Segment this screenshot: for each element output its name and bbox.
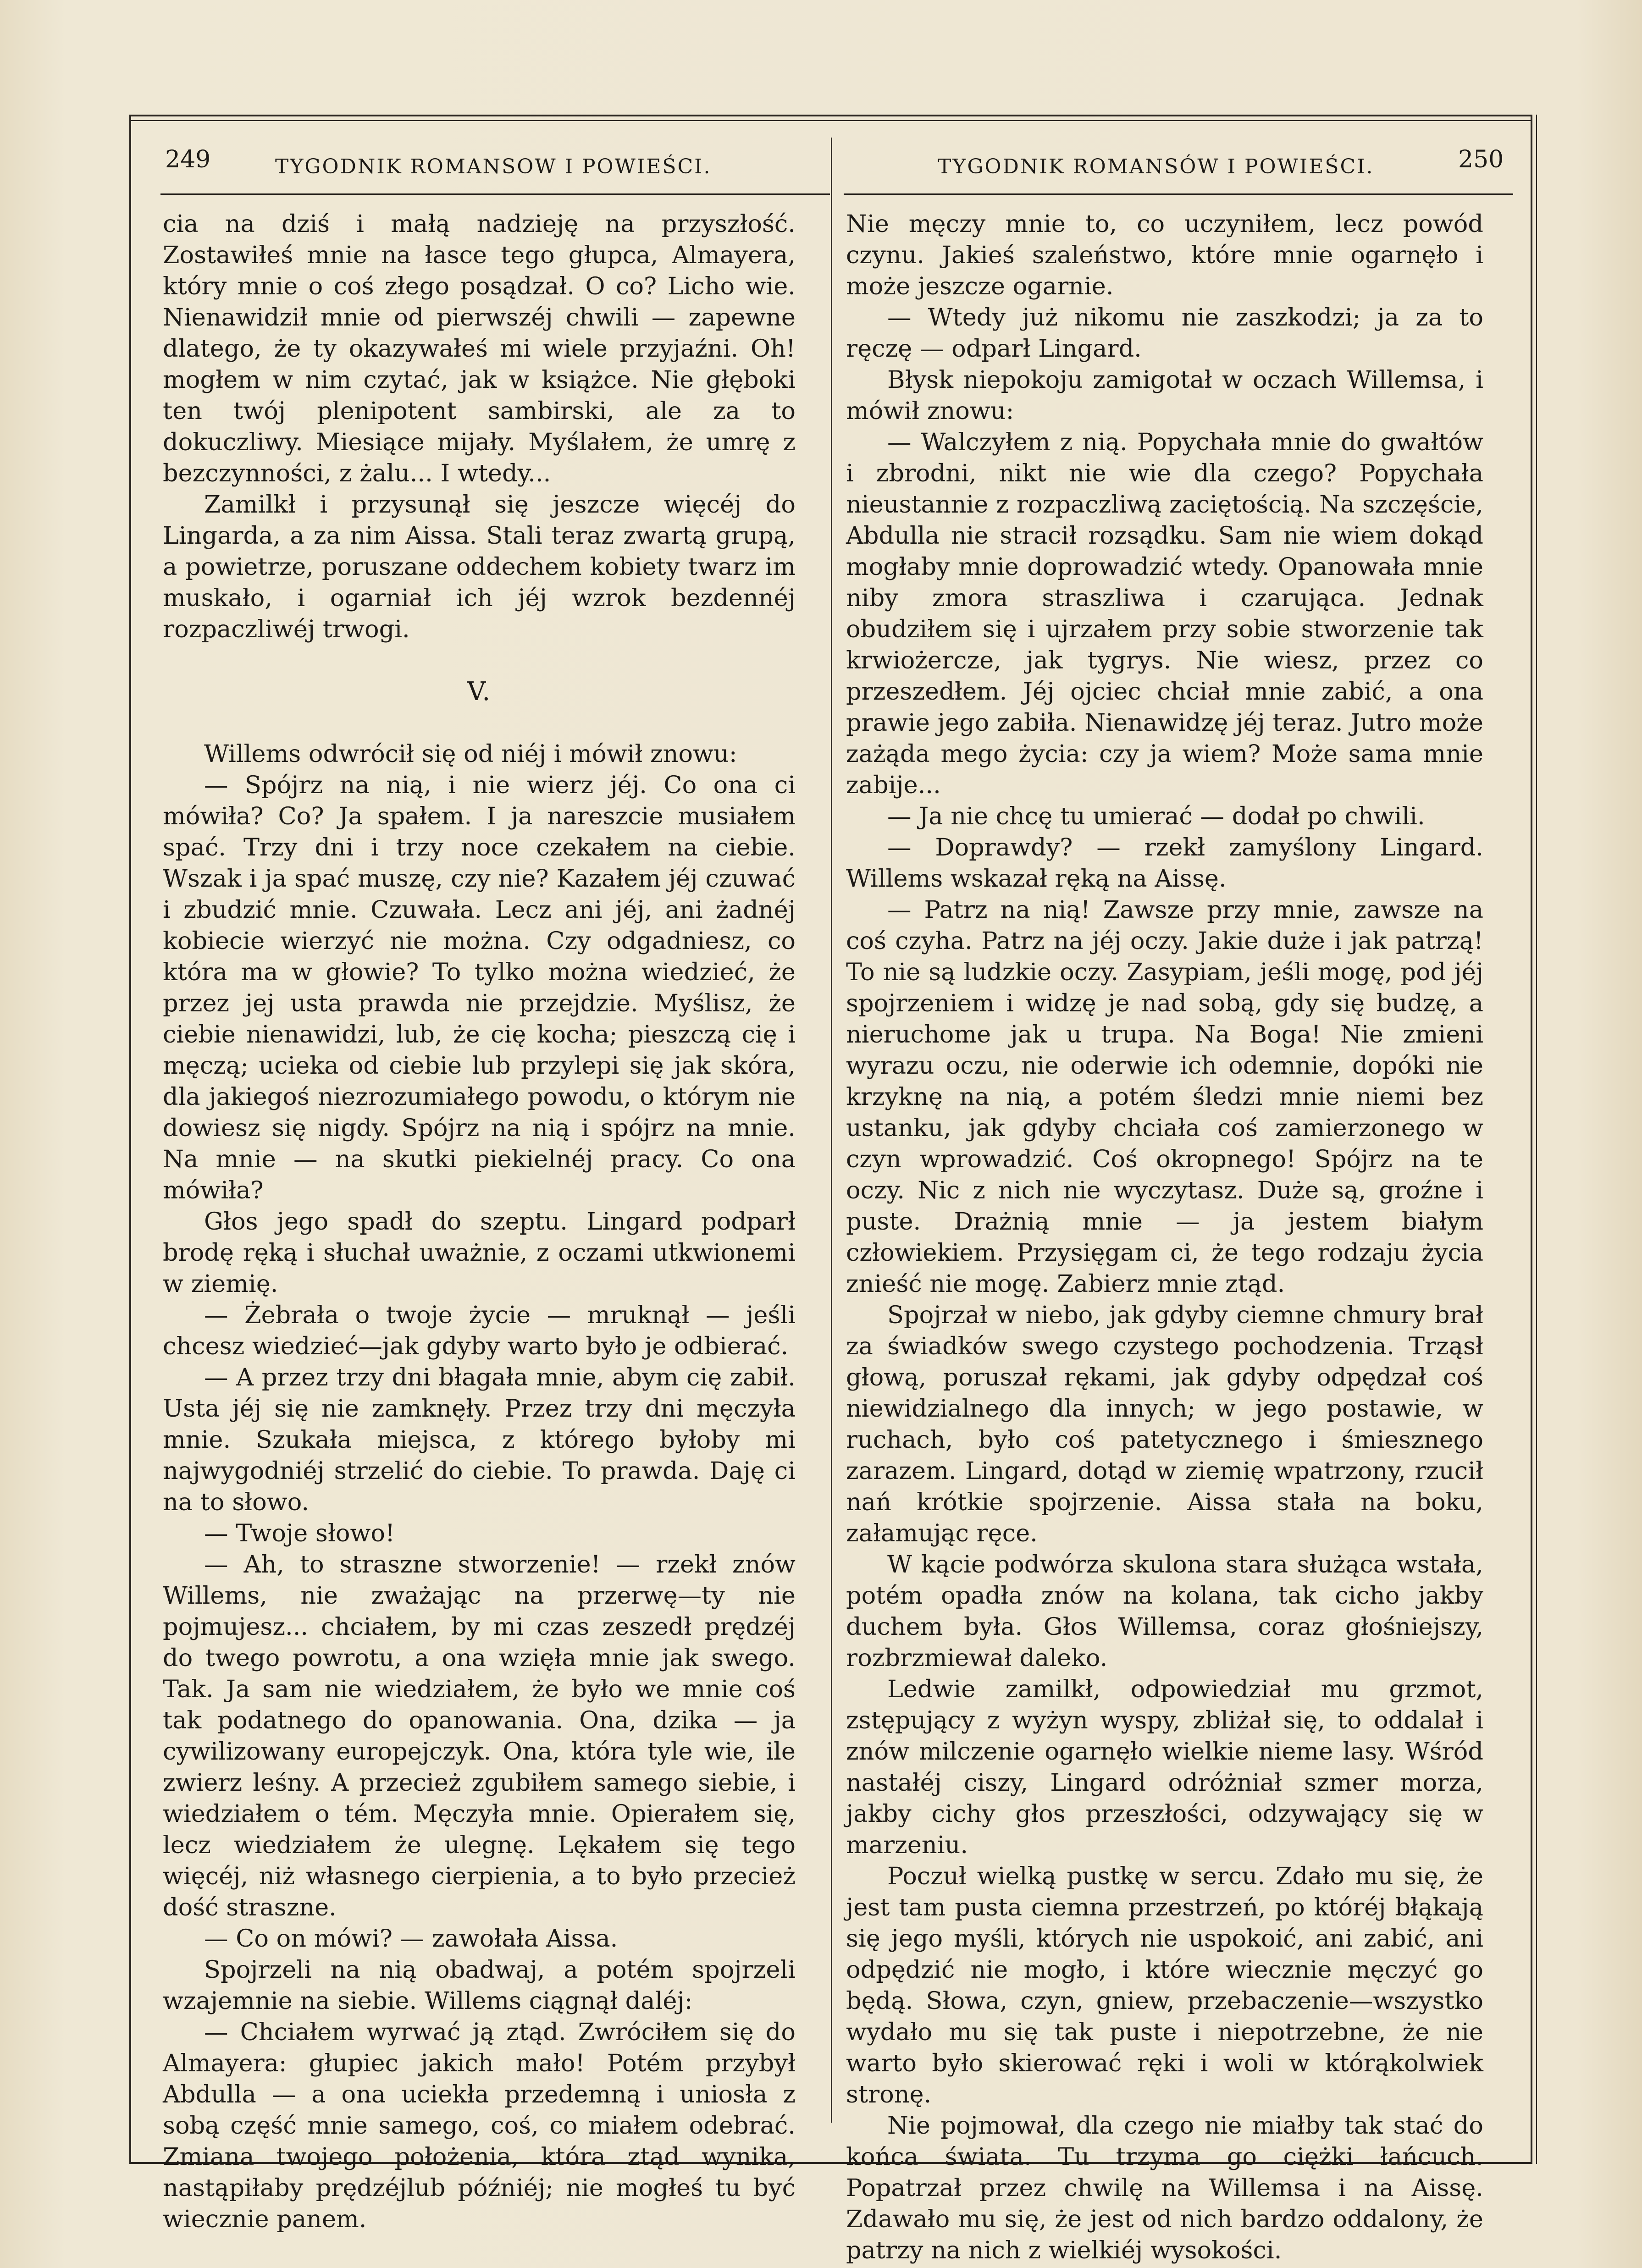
- paragraph: Willems odwrócił się od niéj i mówił znowu:: [204, 740, 737, 768]
- paragraph: — Doprawdy? — rzekł zamyślony Lingard. Willems wskazał ręką na Aissę.: [846, 833, 1483, 893]
- frame-top-border-inner: [129, 120, 1531, 121]
- column-divider: [831, 138, 832, 2123]
- left-running-head: TYGODNIK ROMANSOW I POWIEŚCI.: [275, 155, 712, 178]
- chapter-heading: V.: [467, 677, 492, 706]
- frame-left-border: [129, 115, 131, 2164]
- paragraph: W kącie podwórza skulona stara służąca wstała, potém opadła znów na kolana, tak cicho jakby duchem była. Głos Willemsa, coraz głośniejszy, rozbrzmiewał daleko.: [846, 1551, 1483, 1672]
- paragraph: — Chciałem wyrwać ją ztąd. Zwróciłem się do Almayera: głupiec jakich mało! Potém przybył Abdulla — a ona uciekła przedemną i uniosła z sobą część mnie samego, coś, co miałem odebrać. Zmiana twojego położenia, która ztąd wynika, nastąpiłaby prędzéjlub późniéj; nie mogłeś tu być wiecznie panem.: [163, 2018, 796, 2233]
- paragraph: Nie męczy mnie to, co uczyniłem, lecz powód czynu. Jakieś szaleństwo, które mnie ogarnęło i może jeszcze ogarnie.: [846, 210, 1483, 300]
- paragraph: — Patrz na nią! Zawsze przy mnie, zawsze na coś czyha. Patrz na jéj oczy. Jakie duże i jak patrzą! To nie są ludzkie oczy. Zasypiam, jeśli mogę, pod jéj spojrzeniem i widzę je nad sobą, gdy się budzę, a nieruchome jak u trupa. Na Boga! Nie zmieni wyrazu oczu, nie oderwie ich odemnie, dopóki nie krzyknę na nią, a potém śledzi mnie niemi bez ustanku, jak gdyby chciała coś zamierzonego w czyn wprowadzić. Coś okropnego! Spójrz na te oczy. Nic z nich nie wyczytasz. Duże są, groźne i puste. Drażnią mnie — ja jestem białym człowiekiem. Przysięgam ci, że tego rodzaju życia znieść nie mogę. Zabierz mnie ztąd.: [846, 896, 1483, 1298]
- header-rule-right: [844, 193, 1513, 195]
- paragraph: Spojrzeli na nią obadwaj, a potém spojrzeli wzajemnie na siebie. Willems ciągnął daléj:: [163, 1956, 796, 2015]
- paragraph: — Wtedy już nikomu nie zaszkodzi; ja za to ręczę — odparł Lingard.: [846, 304, 1483, 363]
- left-page-number: 249: [165, 146, 211, 173]
- paragraph: cia na dziś i małą nadzieję na przyszłość. Zostawiłeś mnie na łasce tego głupca, Almayera, który mnie o coś złego posądzał. O co? Licho wie. Nienawidził mnie od pierwszéj chwili — zapewne dlatego, że ty okazywałeś mi wiele przyjaźni. Oh! mogłem w nim czytać, jak w książce. Nie głęboki ten twój plenipotent sambirski, ale za to dokuczliwy. Miesiące mijały. Myślałem, że umrę z bezczynności, z żalu... I wtedy...: [163, 210, 796, 487]
- paragraph: Nie pojmował, dla czego nie miałby tak stać do końca świata. Tu trzyma go ciężki łańcuch. Popatrzał przez chwilę na Willemsa i na Aissę. Zdawało mu się, że jest od nich bardzo oddalony, że patrzy na nich z wielkiéj wysokości.: [846, 2112, 1483, 2264]
- paragraph: — A przez trzy dni błagała mnie, abym cię zabił. Usta jéj się nie zamknęły. Przez trzy dni męczyła mnie. Szukała miejsca, z którego byłoby mi najwygodniéj strzelić do ciebie. To prawda. Daję ci na to słowo.: [163, 1363, 796, 1516]
- paragraph: Spojrzał w niebo, jak gdyby ciemne chmury brał za świadków swego czystego pochodzenia. Trząsł głową, poruszał rękami, jak gdyby odpędzał coś niewidzialnego dla innych; w jego postawie, w ruchach, było coś patetycznego i śmiesznego zarazem. Lingard, dotąd w ziemię wpatrzony, rzucił nań krótkie spojrzenie. Aissa stała na boku, załamując ręce.: [846, 1301, 1483, 1547]
- right-running-head: TYGODNIK ROMANSÓW I POWIEŚCI.: [938, 155, 1374, 178]
- paragraph: — Ja nie chcę tu umierać — dodał po chwili.: [887, 802, 1425, 830]
- paragraph: Błysk niepokoju zamigotał w oczach Willemsa, i mówił znowu:: [846, 366, 1483, 425]
- header-rule-left: [160, 193, 830, 195]
- paragraph: Głos jego spadł do szeptu. Lingard podparł brodę ręką i słuchał uważnie, z oczami utkwionemi w ziemię.: [163, 1208, 796, 1298]
- paragraph: Zamilkł i przysunął się jeszcze więcéj do Lingarda, a za nim Aissa. Stali teraz zwartą grupą, a powietrze, poruszane oddechem kobiety twarz im muskało, i ogarniał ich jéj wzrok bezdennéj rozpaczliwéj trwogi.: [163, 491, 796, 643]
- frame-right-border-outer: [1536, 115, 1537, 2164]
- frame-right-border: [1531, 115, 1532, 2164]
- paragraph: — Twoje słowo!: [204, 1519, 395, 1547]
- frame-top-border: [129, 115, 1531, 116]
- paragraph: Poczuł wielką pustkę w sercu. Zdało mu się, że jest tam pusta ciemna przestrzeń, po któréj błąkają się jego myśli, których nie uspokoić, ani zabić, ani odpędzić nie mogło, i które wiecznie męczyć go będą. Słowa, czyn, gniew, przebaczenie—wszystko wydało mu się tak puste i niepotrzebne, że nie warto było skierować ręki i woli w którąkolwiek stronę.: [846, 1862, 1483, 2108]
- paragraph: — Spójrz na nią, i nie wierz jéj. Co ona ci mówiła? Co? Ja spałem. I ja nareszcie musiałem spać. Trzy dni i trzy noce czekałem na ciebie. Wszak i ja spać muszę, czy nie? Kazałem jéj czuwać i zbudzić mnie. Czuwała. Lecz ani jéj, ani żadnéj kobiecie wierzyć nie można. Czy odgadniesz, co która ma w głowie? To tylko można wiedzieć, że przez jej usta prawda nie przejdzie. Myślisz, że ciebie nienawidzi, lub, że cię kocha; pieszczą cię i męczą; ucieka od ciebie lub przylepi się jak skóra, dla jakiegoś niezrozumiałego powodu, o którym nie dowiesz się nigdy. Spójrz na nią i spójrz na mnie. Na mnie — na skutki piekielnéj pracy. Co ona mówiła?: [163, 771, 796, 1204]
- paragraph: — Ah, to straszne stworzenie! — rzekł znów Willems, nie zważając na przerwę—ty nie pojmujesz... chciałem, by mi czas zeszedł prędzéj do twego powrotu, a ona wzięła mnie jak swego. Tak. Ja sam nie wiedziałem, że było we mnie coś tak podatnego do opanowania. Ona, dzika — ja cywilizowany europejczyk. Ona, która tyle wie, ile zwierz leśny. A przecież zgubiłem samego siebie, i wiedziałem o tém. Męczyła mnie. Opierałem się, lecz wiedziałem że ulegnę. Lękałem się tego więcéj, niż własnego cierpienia, a to było przecież dość straszne.: [163, 1551, 796, 1921]
- right-text-column: [846, 209, 1483, 2266]
- paragraph: — Walczyłem z nią. Popychała mnie do gwałtów i zbrodni, nikt nie wie dla czego? Popychała nieustannie z rozpaczliwą zaciętością. Na szczęście, Abdulla nie stracił rozsądku. Sam nie wiem dokąd mogłaby mnie doprowadzić wtedy. Opanowała mnie niby zmora straszliwa i czarująca. Jednak obudziłem się i ujrzałem przy sobie stworzenie tak krwiożercze, jak tygrys. Nie wiesz, przez co przeszedłem. Jéj ojciec chciał mnie zabić, a ona prawie jego zabiła. Nienawidzę jéj teraz. Jutro może zażąda mego życia: czy ja wiem? Może sama mnie zabije...: [846, 428, 1483, 799]
- right-page-number: 250: [1458, 146, 1504, 173]
- left-text-column: [163, 209, 796, 2235]
- paragraph: — Żebrała o twoje życie — mruknął — jeśli chcesz wiedzieć—jak gdyby warto było je odbierać.: [163, 1301, 796, 1360]
- paragraph: — Co on mówi? — zawołała Aissa.: [204, 1925, 618, 1953]
- paragraph: Ledwie zamilkł, odpowiedział mu grzmot, zstępujący z wyżyn wyspy, zbliżał się, to oddalał i znów milczenie ogarnęło wielkie nieme lasy. Wśród nastałéj ciszy, Lingard odróżniał szmer morza, jakby cichy głos przeszłości, odzywający się w marzeniu.: [846, 1675, 1483, 1859]
